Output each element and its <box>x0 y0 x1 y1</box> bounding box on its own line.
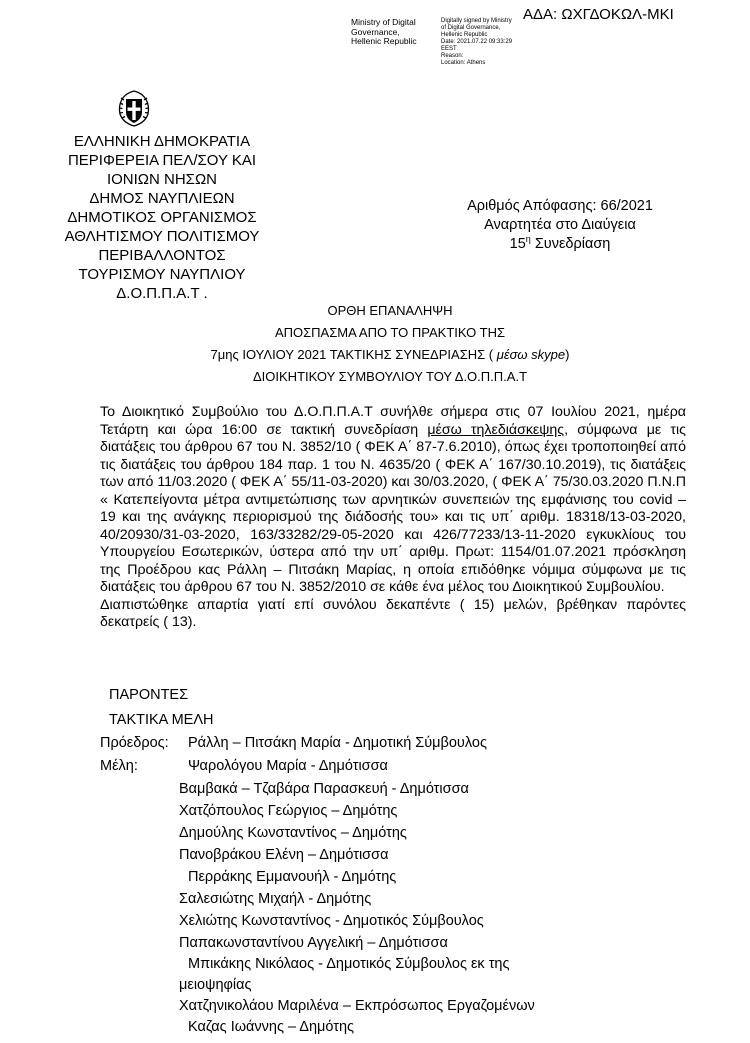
extract-title: ΑΠΟΣΠΑΣΜΑ ΑΠΟ ΤΟ ΠΡΑΚΤΙΚΟ ΤΗΣ <box>274 325 506 340</box>
decision-info <box>440 197 680 254</box>
issuer-line: ΤΟΥΡΙΣΜΟΥ ΝΑΥΠΛΙΟΥ <box>78 266 246 283</box>
ada-code: ΑΔΑ: ΩΧΓΔΟΚΩΛ-ΜΚΙ <box>523 6 674 23</box>
member-entry: Χελιώτης Κωνσταντίνος - Δημοτικός Σύμβουλος <box>179 913 484 929</box>
member-entry: Περράκης Εμμανουήλ - Δημότης <box>188 869 397 885</box>
issuer-line: ΠΕΡΙΒΑΛΛΟΝΤΟΣ <box>98 247 226 264</box>
signature-details <box>441 18 541 67</box>
member-entry: Χατζόπουλος Γεώργιος – Δημότης <box>179 803 398 819</box>
issuer-line: ΙΟΝΙΩΝ ΝΗΣΩΝ <box>106 171 218 188</box>
issuer-line: Δ.Ο.Π.Π.Α.Τ . <box>116 285 208 302</box>
issuer-line: ΔΗΜΟΤΙΚΟΣ ΟΡΓΑΝΙΣΜΟΣ <box>67 209 257 226</box>
president-label: Πρόεδρος: <box>100 735 169 751</box>
issuer-line: ΠΕΡΙΦΕΡΕΙΑ ΠΕΛ/ΣΟΥ ΚΑΙ <box>67 152 257 169</box>
signer-name <box>351 18 441 47</box>
member-entry: Πανοβράκου Ελένη – Δημότισσα <box>179 847 389 863</box>
posting-note: Αναρτητέα στο Διαύγεια <box>484 217 636 233</box>
signature-line: Hellenic Republic <box>441 32 488 38</box>
member-entry: μειοψηφίας <box>179 977 252 993</box>
member-entry: Μπικάκης Νικόλαος - Δημοτικός Σύμβουλος εκ της <box>188 956 510 972</box>
present-label: ΠΑΡΟΝΤΕΣ <box>109 687 189 703</box>
signature-line: Date: 2021.07.22 09:33:29 <box>441 39 513 45</box>
signature-line: Location: Athens <box>441 60 486 66</box>
issuer-line: ΔΗΜΟΣ ΝΑΥΠΛΙΕΩΝ <box>89 190 235 207</box>
decision-number: Αριθμός Απόφασης: 66/2021 <box>467 198 653 214</box>
signature-line: EEST <box>441 46 457 52</box>
issuer-line: ΕΛΛΗΝΙΚΗ ΔΗΜΟΚΡΑΤΙΑ <box>73 133 251 150</box>
member-entry: Καζας Ιωάννης – Δημότης <box>188 1019 355 1035</box>
signature-line: of Digital Governance, <box>441 25 501 31</box>
member-entry: Σαλεσιώτης Μιχαήλ - Δημότης <box>179 891 372 907</box>
greek-emblem-icon <box>112 86 156 130</box>
meeting-title: 7μης ΙΟΥΛΙΟΥ 2021 ΤΑΚΤΙΚΗΣ ΣΥΝΕΔΡΙΑΣΗΣ ( μέσω skype) <box>210 347 570 362</box>
member-entry: Βαμβακά – Τζαβάρα Παρασκευή - Δημότισσα <box>179 781 469 797</box>
issuer-line: ΑΘΛΗΤΙΣΜΟΥ ΠΟΛΙΤΙΣΜΟΥ <box>64 228 260 245</box>
member-entry: Ψαρολόγου Μαρία - Δημότισσα <box>188 758 388 774</box>
member-entry: Παπακωνσταντίνου Αγγελική – Δημότισσα <box>179 935 448 951</box>
signer-line: Ministry of Digital <box>351 17 416 27</box>
correction-title: ΟΡΘΗ ΕΠΑΝΑΛΗΨΗ <box>327 303 453 318</box>
signer-line: Governance, <box>351 26 400 37</box>
regular-members-label: ΤΑΚΤΙΚΑ ΜΕΛΗ <box>109 712 214 728</box>
member-entry: Χατζηνικολάου Μαριλένα – Εκπρόσωπος Εργαζομένων <box>179 998 535 1014</box>
board-title: ΔΙΟΙΚΗΤΙΚΟΥ ΣΥΜΒΟΥΛΙΟΥ ΤΟΥ Δ.Ο.Π.Π.Α.Τ <box>252 369 528 384</box>
quorum-paragraph: Διαπιστώθηκε απαρτία γιατί επί συνόλου δεκαπέντε ( 15) μελών, βρέθηκαν παρόντες δεκατρείς ( 13). <box>100 596 686 630</box>
signature-line: Digitally signed by Ministry <box>441 18 512 24</box>
meeting-paragraph: Το Διοικητικό Συμβούλιο του Δ.Ο.Π.Π.Α.Τ συνήλθε σήμερα στις 07 Ιουλίου 2021, ημέρα Τετάρτη και ώρα 16:00 σε τακτική συνεδρίαση μέσω τηλεδιάσκεψης, σύμφωνα με τις διατάξεις του άρθρου 67 του Ν. 3852/10 ( ΦΕΚ Α΄ 87-7.6.2010), όπως έχει τροποποιηθεί από τις διατάξεις του άρθρου 184 παρ. 1 του Ν. 4635/20 ( ΦΕΚ Α΄ 167/30.10.2019), τις διατάξεις των από 11/03.2020 ( ΦΕΚ Α΄ 55/11-03-2020) και 30/03.2020, ( ΦΕΚ Α΄ 75/30.03.2020 Π.Ν.Π « Κατεπείγοντα μέτρα αντιμετώπισης των αρνητικών συνεπειών της εμφάνισης του covid – 19 και της ανάγκης περιορισμού της διάδοσής του» και τις υπ΄ αριθμ. 18318/13-03-2020, 40/20930/31-03-2020, 163/33282/29-05-2020 και 426/77233/13-11-2020 εγκυκλίους του Υπουργείου Εσωτερικών, ύστερα από την υπ΄ αριθμ. Πρωτ: 1154/01.07.2021 πρόσκληση της Προέδρου κας Ράλλη – Πιτσάκη Μαρίας, η οποία επιδόθηκε νόμιμα σύμφωνα με τις διατάξεις του άρθρου 67 του Ν. 3852/2010 σε κάθε ένα μέλος του Διοικητικού Συμβουλίου. <box>100 404 687 595</box>
minutes-body <box>100 404 686 632</box>
members-label: Μέλη: <box>100 758 138 774</box>
signer-line: Hellenic Republic <box>351 36 417 46</box>
document-titles <box>150 300 630 388</box>
member-entry: Δημούλης Κωνσταντίνος – Δημότης <box>179 825 407 841</box>
issuer-header <box>32 132 292 303</box>
session-number: $15^\eta$ Συνεδρίαση <box>509 234 611 252</box>
signature-line: Reason: <box>441 53 464 59</box>
president-name: Ράλλη – Πιτσάκη Μαρία - Δημοτική Σύμβουλος <box>188 735 487 751</box>
